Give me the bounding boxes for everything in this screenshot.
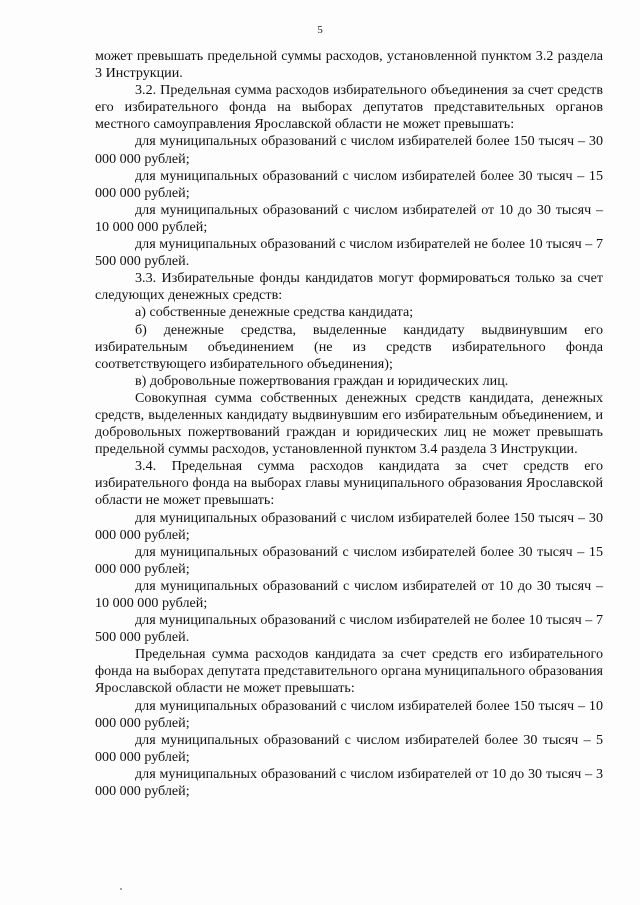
limit-item: для муниципальных образований с числом избирателей не более 10 тысяч – 7 500 000 рублей.	[95, 612, 603, 646]
paragraph-deputy-limit: Предельная сумма расходов кандидата за счет средств его избирательного фонда на выборах депутата представительного органа муниципального образования Ярославской области не может превышать:	[95, 646, 603, 697]
limit-item: для муниципальных образований с числом избирателей не более 10 тысяч – 7 500 000 рублей.	[95, 236, 603, 270]
paragraph-3-3: 3.3. Избирательные фонды кандидатов могут формироваться только за счет следующих денежных средств:	[95, 270, 603, 304]
page-number: 5	[317, 24, 323, 36]
limit-item: для муниципальных образований с числом избирателей более 30 тысяч – 15 000 000 рублей;	[95, 167, 603, 201]
list-item-a: а) собственные денежные средства кандидата;	[135, 304, 414, 321]
paragraph-continuation: может превышать предельной суммы расходов, установленной пунктом 3.2 раздела 3 Инструкции.	[95, 48, 603, 82]
paragraph-3-4: 3.4. Предельная сумма расходов кандидата за счет средств его избирательного фонда на выборах главы муниципального образования Ярославской области не может превышать:	[95, 458, 603, 509]
list-item-v: в) добровольные пожертвования граждан и юридических лиц.	[135, 372, 509, 389]
paragraph-total-sum: Совокупная сумма собственных денежных средств кандидата, денежных средств, выделенных кандидату выдвинувшим его избирательным объединением, и добровольных пожертвований граждан и юридических лиц не может превышать предельной суммы расходов, установленной пунктом 3.4 раздела 3 Инструкции.	[95, 389, 603, 458]
limit-item: для муниципальных образований с числом избирателей от 10 до 30 тысяч – 10 000 000 рублей;	[95, 577, 603, 611]
limit-item: для муниципальных образований с числом избирателей более 150 тысяч – 10 000 000 рублей;	[95, 697, 603, 731]
limit-item: для муниципальных образований с числом избирателей от 10 до 30 тысяч – 10 000 000 рублей;	[95, 201, 603, 235]
paragraph-3-2: 3.2. Предельная сумма расходов избирательного объединения за счет средств его избирательного фонда на выборах депутатов представительных органов местного самоуправления Ярославской области не может превышать:	[95, 82, 603, 133]
limit-item: для муниципальных образований с числом избирателей от 10 до 30 тысяч – 3 000 000 рублей;	[95, 765, 603, 800]
document-body	[95, 48, 603, 800]
limit-item: для муниципальных образований с числом избирателей более 30 тысяч – 5 000 000 рублей;	[95, 731, 603, 765]
scan-artifact	[120, 888, 122, 890]
limit-item: для муниципальных образований с числом избирателей более 150 тысяч – 30 000 000 рублей;	[95, 509, 603, 543]
list-item-b: б) денежные средства, выделенные кандидату выдвинувшим его избирательным объединением (не из средств избирательного фонда соответствующего избирательного объединения);	[95, 321, 603, 372]
limit-item: для муниципальных образований с числом избирателей более 150 тысяч – 30 000 000 рублей;	[95, 133, 603, 167]
limit-item: для муниципальных образований с числом избирателей более 30 тысяч – 15 000 000 рублей;	[95, 543, 603, 577]
